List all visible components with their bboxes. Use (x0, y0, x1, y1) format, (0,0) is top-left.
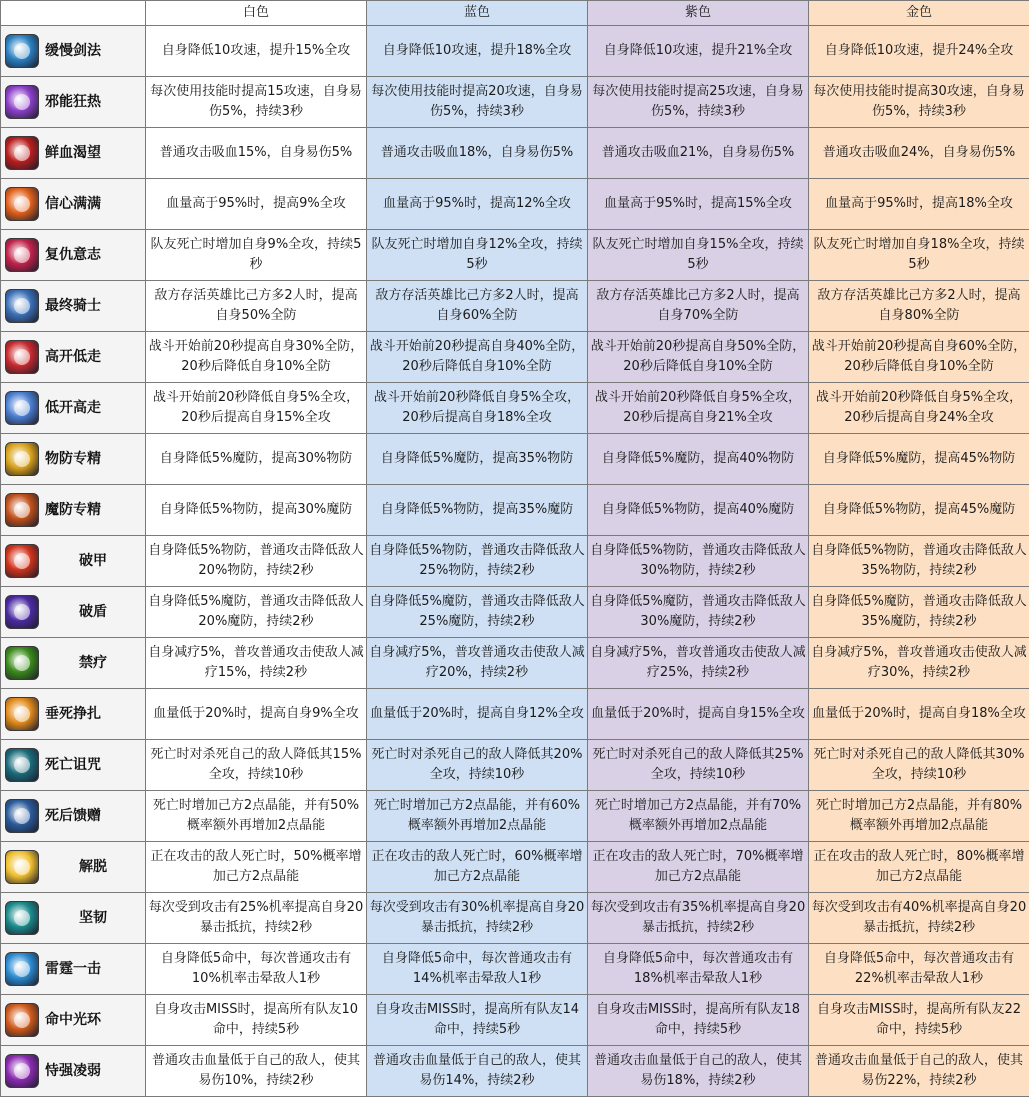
effect-blue: 普通攻击吸血18%，自身易伤5% (367, 128, 588, 179)
effect-purple: 自身降低10攻速，提升21%全攻 (588, 26, 809, 77)
effect-purple: 队友死亡时增加自身15%全攻，持续5秒 (588, 230, 809, 281)
skill-name: 鲜血渴望 (45, 145, 101, 161)
header-purple: 紫色 (588, 1, 809, 26)
effect-gold: 死亡时对杀死自己的敌人降低其30%全攻，持续10秒 (809, 740, 1029, 791)
effect-white: 正在攻击的敌人死亡时，50%概率增加己方2点晶能 (146, 842, 367, 893)
table-row (1, 995, 1029, 1046)
final-knight-icon (5, 289, 39, 323)
skill-name: 破甲 (79, 553, 107, 569)
effect-purple: 血量高于95%时，提高15%全攻 (588, 179, 809, 230)
table-row (1, 77, 1029, 128)
skill-name-cell (1, 638, 146, 689)
fel-frenzy-icon (5, 85, 39, 119)
skill-name-cell (1, 1046, 146, 1097)
table-row (1, 740, 1029, 791)
effect-gold: 普通攻击吸血24%，自身易伤5% (809, 128, 1029, 179)
effect-purple: 普通攻击吸血21%，自身易伤5% (588, 128, 809, 179)
effect-white: 队友死亡时增加自身9%全攻，持续5秒 (146, 230, 367, 281)
effect-white: 普通攻击吸血15%，自身易伤5% (146, 128, 367, 179)
effect-purple: 血量低于20%时，提高自身15%全攻 (588, 689, 809, 740)
confidence-icon (5, 187, 39, 221)
skill-name-cell (1, 995, 146, 1046)
effect-blue: 每次受到攻击有30%机率提高自身20暴击抵抗，持续2秒 (367, 893, 588, 944)
skill-name: 坚韧 (79, 910, 107, 926)
effect-blue: 血量高于95%时，提高12%全攻 (367, 179, 588, 230)
effect-white: 自身降低5命中，每次普通攻击有10%机率击晕敌人1秒 (146, 944, 367, 995)
effect-blue: 自身降低5命中，每次普通攻击有14%机率击晕敌人1秒 (367, 944, 588, 995)
skill-name-cell (1, 230, 146, 281)
effect-white: 自身攻击MISS时，提高所有队友10命中，持续5秒 (146, 995, 367, 1046)
skill-name: 缓慢剑法 (45, 43, 101, 59)
tenacity-icon (5, 901, 39, 935)
effect-purple: 普通攻击血量低于自己的敌人，使其易伤18%，持续2秒 (588, 1046, 809, 1097)
effect-white: 战斗开始前20秒提高自身30%全防，20秒后降低自身10%全防 (146, 332, 367, 383)
effect-blue: 血量低于20%时，提高自身12%全攻 (367, 689, 588, 740)
table-row (1, 383, 1029, 434)
effect-purple: 自身攻击MISS时，提高所有队友18命中，持续5秒 (588, 995, 809, 1046)
effect-gold: 普通攻击血量低于自己的敌人，使其易伤22%，持续2秒 (809, 1046, 1029, 1097)
release-icon (5, 850, 39, 884)
skill-name: 雷霆一击 (45, 961, 101, 977)
skill-name-cell (1, 842, 146, 893)
effect-purple: 战斗开始前20秒提高自身50%全防，20秒后降低自身10%全防 (588, 332, 809, 383)
effect-white: 自身降低5%魔防，普通攻击降低敌人20%魔防，持续2秒 (146, 587, 367, 638)
table-row (1, 944, 1029, 995)
effect-gold: 正在攻击的敌人死亡时，80%概率增加己方2点晶能 (809, 842, 1029, 893)
effect-gold: 自身降低5命中，每次普通攻击有22%机率击晕敌人1秒 (809, 944, 1029, 995)
effect-purple: 死亡时增加己方2点晶能，并有70%概率额外再增加2点晶能 (588, 791, 809, 842)
table-row (1, 26, 1029, 77)
table-row (1, 281, 1029, 332)
low-start-icon (5, 391, 39, 425)
effect-gold: 自身降低10攻速，提升24%全攻 (809, 26, 1029, 77)
effect-blue: 每次使用技能时提高20攻速，自身易伤5%，持续3秒 (367, 77, 588, 128)
accuracy-aura-icon (5, 1003, 39, 1037)
effect-blue: 普通攻击血量低于自己的敌人，使其易伤14%，持续2秒 (367, 1046, 588, 1097)
table-row (1, 1046, 1029, 1097)
skill-name-cell (1, 689, 146, 740)
effect-purple: 自身降低5%魔防，提高40%物防 (588, 434, 809, 485)
header-white: 白色 (146, 1, 367, 26)
skill-name: 信心满满 (45, 196, 101, 212)
effect-blue: 自身降低5%魔防，提高35%物防 (367, 434, 588, 485)
armor-mastery-icon (5, 442, 39, 476)
skill-name-cell (1, 179, 146, 230)
effect-gold: 自身攻击MISS时，提高所有队友22命中，持续5秒 (809, 995, 1029, 1046)
skill-name-cell (1, 944, 146, 995)
effect-white: 血量高于95%时，提高9%全攻 (146, 179, 367, 230)
shield-break-icon (5, 595, 39, 629)
effect-purple: 死亡时对杀死自己的敌人降低其25%全攻，持续10秒 (588, 740, 809, 791)
skill-name: 最终骑士 (45, 298, 101, 314)
effect-white: 普通攻击血量低于自己的敌人，使其易伤10%，持续2秒 (146, 1046, 367, 1097)
skill-name: 恃强凌弱 (45, 1063, 101, 1079)
effect-white: 死亡时增加己方2点晶能，并有50%概率额外再增加2点晶能 (146, 791, 367, 842)
effect-gold: 队友死亡时增加自身18%全攻，持续5秒 (809, 230, 1029, 281)
effect-blue: 自身降低5%物防，普通攻击降低敌人25%物防，持续2秒 (367, 536, 588, 587)
death-gift-icon (5, 799, 39, 833)
skill-name-cell (1, 281, 146, 332)
effect-white: 每次受到攻击有25%机率提高自身20暴击抵抗，持续2秒 (146, 893, 367, 944)
effect-white: 敌方存活英雄比己方多2人时，提高自身50%全防 (146, 281, 367, 332)
table-row (1, 638, 1029, 689)
skill-name-cell (1, 128, 146, 179)
effect-purple: 自身降低5%魔防，普通攻击降低敌人30%魔防，持续2秒 (588, 587, 809, 638)
table-row (1, 587, 1029, 638)
effect-gold: 血量高于95%时，提高18%全攻 (809, 179, 1029, 230)
effect-gold: 每次受到攻击有40%机率提高自身20暴击抵抗，持续2秒 (809, 893, 1029, 944)
blood-thirst-icon (5, 136, 39, 170)
effect-blue: 自身降低5%魔防，普通攻击降低敌人25%魔防，持续2秒 (367, 587, 588, 638)
skill-name: 命中光环 (45, 1012, 101, 1028)
skill-name-cell (1, 536, 146, 587)
header-gold: 金色 (809, 1, 1029, 26)
heal-block-icon (5, 646, 39, 680)
table-row (1, 332, 1029, 383)
skill-name: 邪能狂热 (45, 94, 101, 110)
skill-name: 低开高走 (45, 400, 101, 416)
header-blue: 蓝色 (367, 1, 588, 26)
skill-name-cell (1, 434, 146, 485)
skill-name: 破盾 (79, 604, 107, 620)
magic-resist-mastery-icon (5, 493, 39, 527)
skill-name-cell (1, 740, 146, 791)
table-row (1, 230, 1029, 281)
effect-blue: 战斗开始前20秒提高自身40%全防，20秒后降低自身10%全防 (367, 332, 588, 383)
effect-gold: 自身降低5%魔防，普通攻击降低敌人35%魔防，持续2秒 (809, 587, 1029, 638)
death-curse-icon (5, 748, 39, 782)
effect-blue: 死亡时对杀死自己的敌人降低其20%全攻，持续10秒 (367, 740, 588, 791)
skill-name: 解脱 (79, 859, 107, 875)
effect-blue: 自身减疗5%，普攻普通攻击使敌人减疗20%，持续2秒 (367, 638, 588, 689)
skill-name-cell (1, 791, 146, 842)
effect-gold: 自身降低5%物防，提高45%魔防 (809, 485, 1029, 536)
table-row (1, 128, 1029, 179)
effect-white: 自身降低5%物防，普通攻击降低敌人20%物防，持续2秒 (146, 536, 367, 587)
slow-sword-icon (5, 34, 39, 68)
effect-white: 自身减疗5%，普攻普通攻击使敌人减疗15%，持续2秒 (146, 638, 367, 689)
skill-name: 垂死挣扎 (45, 706, 101, 722)
effect-white: 战斗开始前20秒降低自身5%全攻，20秒后提高自身15%全攻 (146, 383, 367, 434)
table-row (1, 791, 1029, 842)
effect-purple: 自身降低5命中，每次普通攻击有18%机率击晕敌人1秒 (588, 944, 809, 995)
effect-purple: 敌方存活英雄比己方多2人时，提高自身70%全防 (588, 281, 809, 332)
table-row (1, 434, 1029, 485)
effect-blue: 死亡时增加己方2点晶能，并有60%概率额外再增加2点晶能 (367, 791, 588, 842)
skill-name: 死亡诅咒 (45, 757, 101, 773)
table-row (1, 689, 1029, 740)
effect-gold: 自身降低5%物防，普通攻击降低敌人35%物防，持续2秒 (809, 536, 1029, 587)
table-row (1, 485, 1029, 536)
last-stand-icon (5, 697, 39, 731)
skill-name: 魔防专精 (45, 502, 101, 518)
revenge-will-icon (5, 238, 39, 272)
effect-purple: 自身降低5%物防，提高40%魔防 (588, 485, 809, 536)
armor-break-icon (5, 544, 39, 578)
skill-name-cell (1, 485, 146, 536)
effect-white: 自身降低5%魔防，提高30%物防 (146, 434, 367, 485)
skill-name-cell (1, 383, 146, 434)
effect-gold: 战斗开始前20秒提高自身60%全防，20秒后降低自身10%全防 (809, 332, 1029, 383)
effect-white: 自身降低10攻速，提升15%全攻 (146, 26, 367, 77)
header-skill (1, 1, 146, 26)
effect-purple: 每次使用技能时提高25攻速，自身易伤5%，持续3秒 (588, 77, 809, 128)
effect-blue: 队友死亡时增加自身12%全攻，持续5秒 (367, 230, 588, 281)
effect-gold: 血量低于20%时，提高自身18%全攻 (809, 689, 1029, 740)
effect-gold: 自身降低5%魔防，提高45%物防 (809, 434, 1029, 485)
table-row (1, 842, 1029, 893)
skill-name: 高开低走 (45, 349, 101, 365)
effect-white: 死亡时对杀死自己的敌人降低其15%全攻，持续10秒 (146, 740, 367, 791)
effect-blue: 自身攻击MISS时，提高所有队友14命中，持续5秒 (367, 995, 588, 1046)
effect-purple: 正在攻击的敌人死亡时，70%概率增加己方2点晶能 (588, 842, 809, 893)
table-row (1, 179, 1029, 230)
skill-name-cell (1, 893, 146, 944)
skill-name: 死后馈赠 (45, 808, 101, 824)
effect-gold: 敌方存活英雄比己方多2人时，提高自身80%全防 (809, 281, 1029, 332)
effect-gold: 自身减疗5%，普攻普通攻击使敌人减疗30%，持续2秒 (809, 638, 1029, 689)
effect-purple: 战斗开始前20秒降低自身5%全攻，20秒后提高自身21%全攻 (588, 383, 809, 434)
skill-name-cell (1, 77, 146, 128)
skill-name: 复仇意志 (45, 247, 101, 263)
effect-blue: 自身降低5%物防，提高35%魔防 (367, 485, 588, 536)
effect-white: 自身降低5%物防，提高30%魔防 (146, 485, 367, 536)
effect-blue: 战斗开始前20秒降低自身5%全攻，20秒后提高自身18%全攻 (367, 383, 588, 434)
effect-blue: 敌方存活英雄比己方多2人时，提高自身60%全防 (367, 281, 588, 332)
effect-gold: 战斗开始前20秒降低自身5%全攻，20秒后提高自身24%全攻 (809, 383, 1029, 434)
table-row (1, 536, 1029, 587)
effect-gold: 每次使用技能时提高30攻速，自身易伤5%，持续3秒 (809, 77, 1029, 128)
effect-blue: 自身降低10攻速，提升18%全攻 (367, 26, 588, 77)
effect-blue: 正在攻击的敌人死亡时，60%概率增加己方2点晶能 (367, 842, 588, 893)
high-start-icon (5, 340, 39, 374)
skill-name-cell (1, 587, 146, 638)
effect-gold: 死亡时增加己方2点晶能，并有80%概率额外再增加2点晶能 (809, 791, 1029, 842)
effect-white: 血量低于20%时，提高自身9%全攻 (146, 689, 367, 740)
skill-name: 物防专精 (45, 451, 101, 467)
effect-white: 每次使用技能时提高15攻速，自身易伤5%，持续3秒 (146, 77, 367, 128)
effect-purple: 每次受到攻击有35%机率提高自身20暴击抵抗，持续2秒 (588, 893, 809, 944)
table-row (1, 893, 1029, 944)
skill-name-cell (1, 26, 146, 77)
header-row (1, 1, 1029, 26)
bully-icon (5, 1054, 39, 1088)
skill-name-cell (1, 332, 146, 383)
effect-purple: 自身减疗5%，普攻普通攻击使敌人减疗25%，持续2秒 (588, 638, 809, 689)
effect-purple: 自身降低5%物防，普通攻击降低敌人30%物防，持续2秒 (588, 536, 809, 587)
thunder-strike-icon (5, 952, 39, 986)
skill-name: 禁疗 (79, 655, 107, 671)
